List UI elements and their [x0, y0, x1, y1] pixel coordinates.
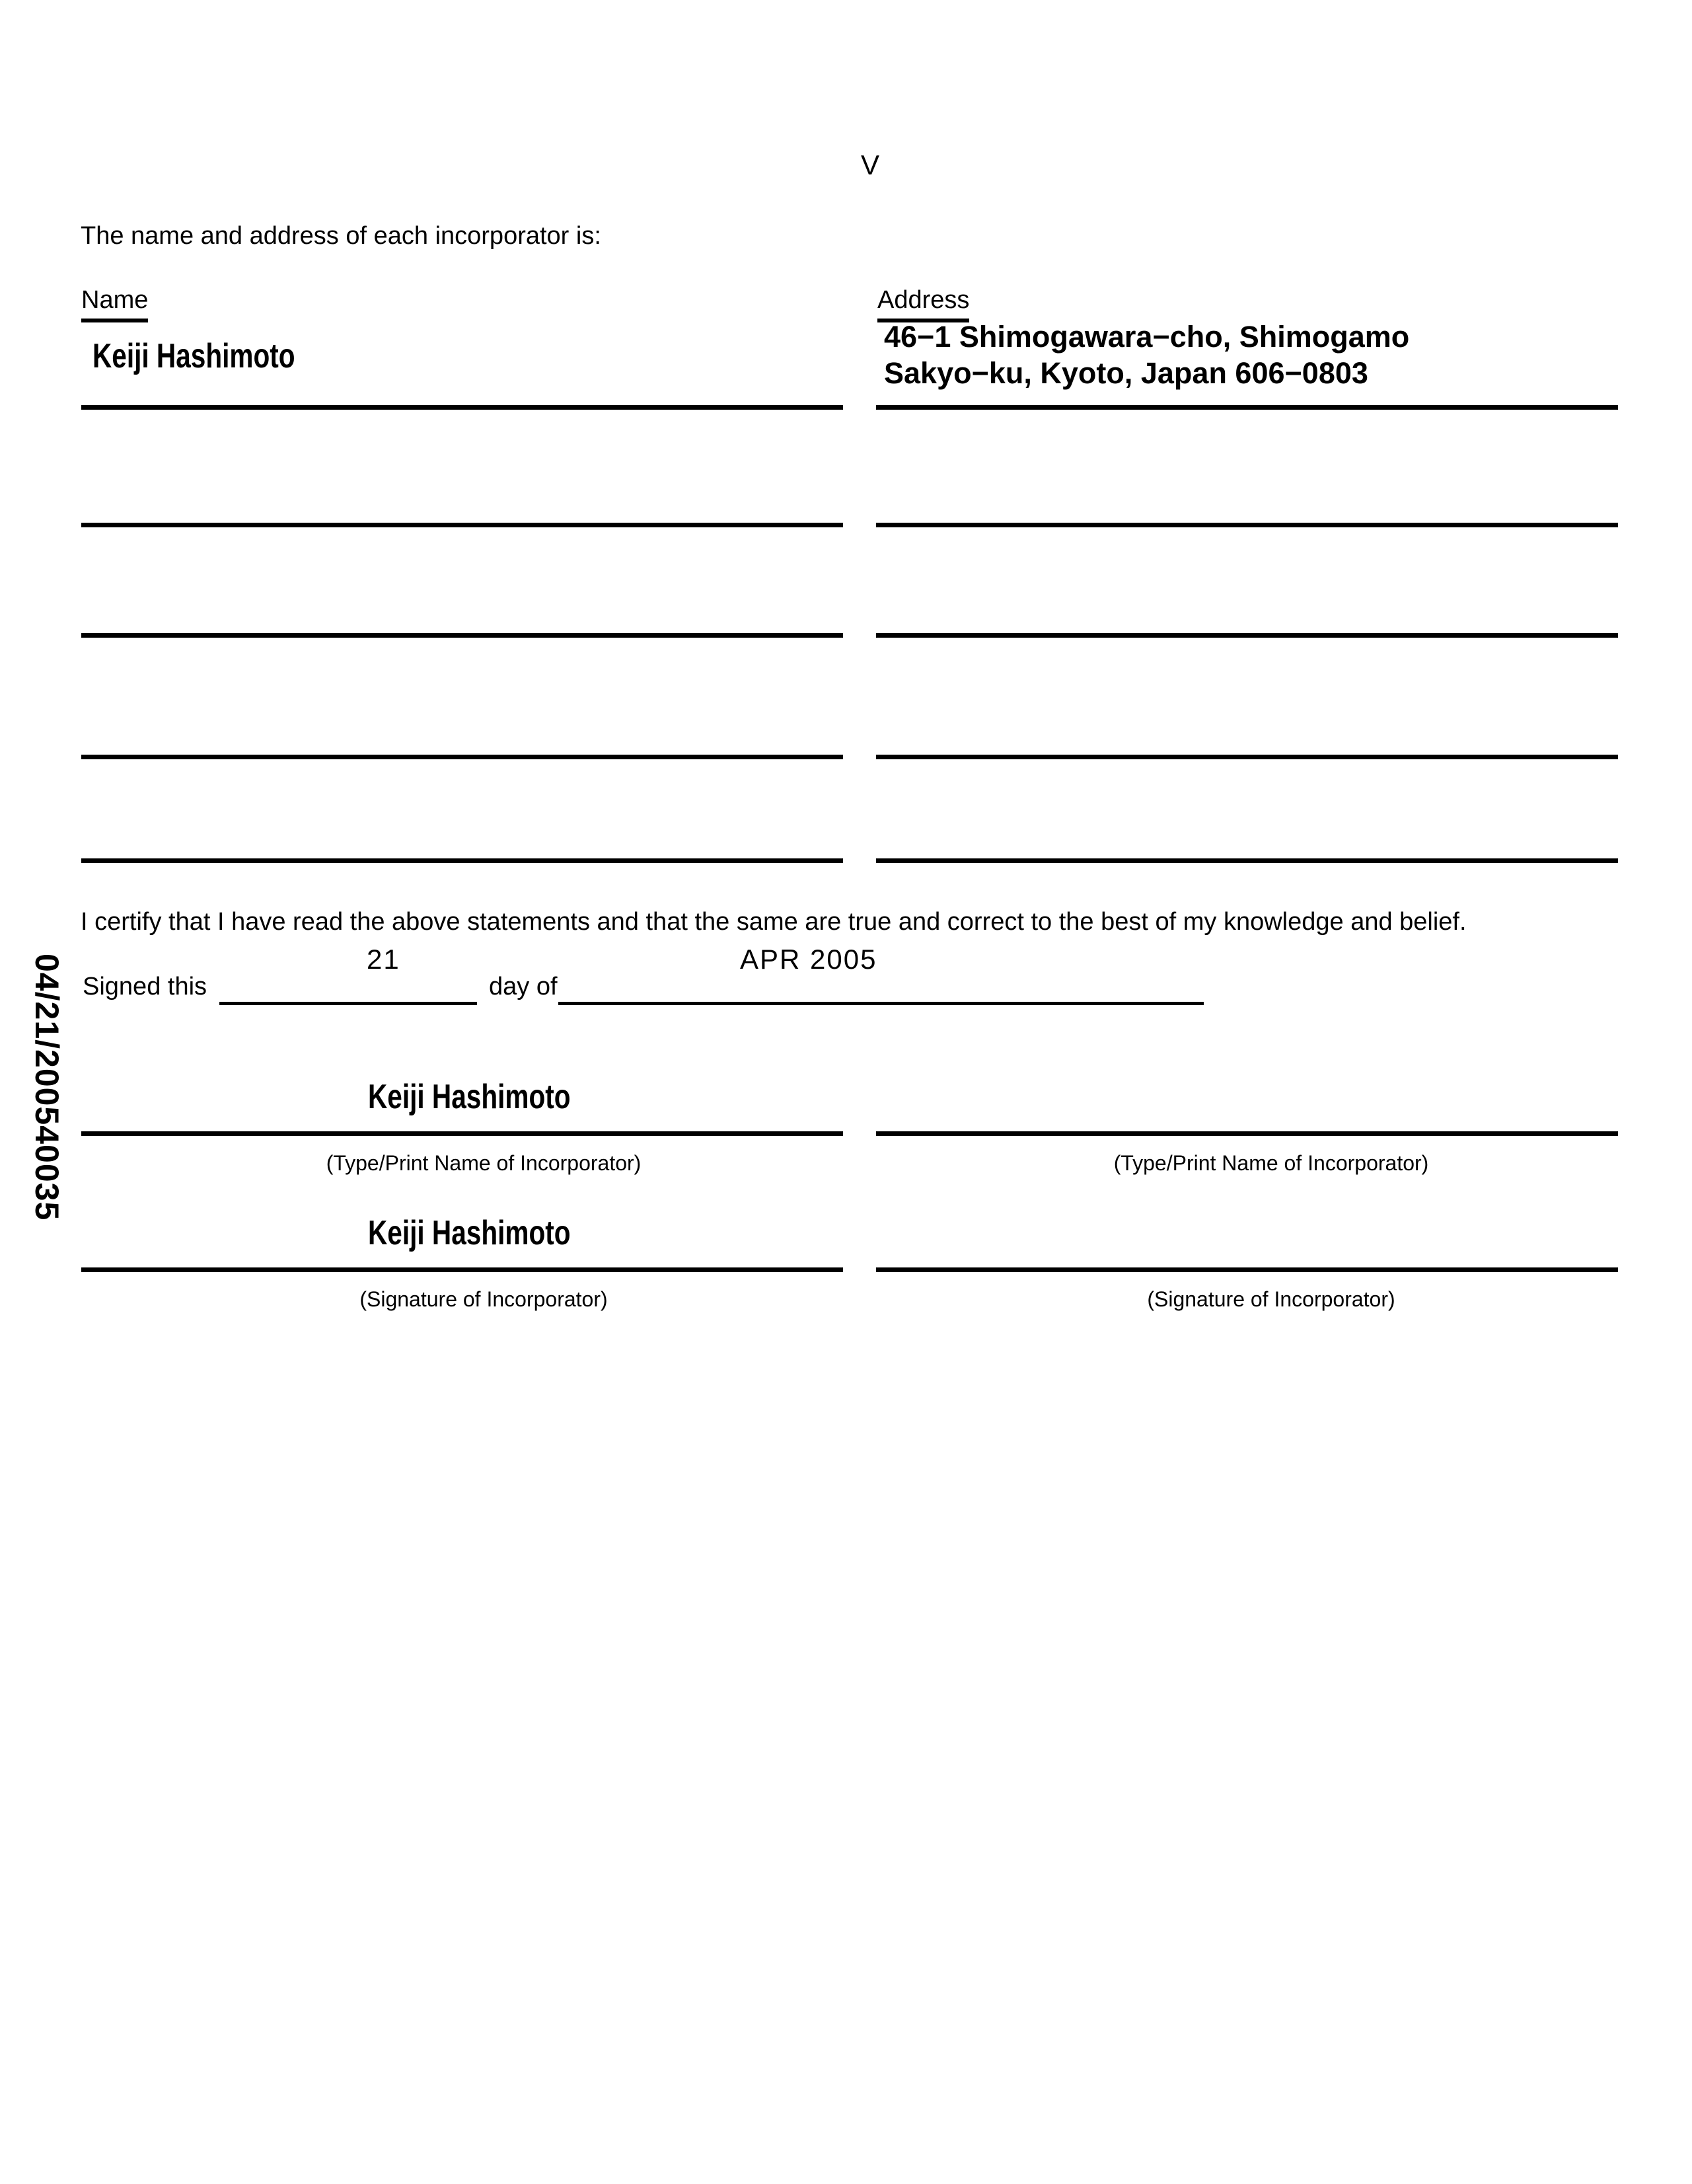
address-column-header: Address [877, 286, 969, 322]
print-name-label-left: (Type/Print Name of Incorporator) [326, 1151, 642, 1175]
print-name-label-right: (Type/Print Name of Incorporator) [1113, 1151, 1429, 1175]
signed-day-blank-line [219, 1002, 477, 1005]
address-entry-line-4 [876, 755, 1618, 759]
intro-line: The name and address of each incorporator is: [81, 222, 601, 250]
left-margin-date-serial-stamp: 04/21/200540035 [28, 954, 65, 1221]
printed-incorporator-name-left: Keiji Hashimoto [368, 1078, 571, 1116]
address-line-2: Sakyo−ku, Kyoto, Japan 606−0803 [884, 356, 1368, 390]
print-name-line-left [81, 1131, 843, 1136]
name-entry-line-5 [81, 858, 843, 863]
incorporator-name-value: Keiji Hashimoto [92, 337, 295, 375]
day-of-text: day of [489, 973, 558, 1000]
signed-this-text: Signed this [83, 973, 207, 1000]
signed-day-value: 21 [367, 944, 400, 975]
signed-month-year-value: APR 2005 [740, 944, 877, 975]
signature-line-left [81, 1267, 843, 1272]
certification-statement: I certify that I have read the above statements and that the same are true and correct to the best of my knowledge and belief. [81, 908, 1467, 936]
address-entry-line-3 [876, 633, 1618, 638]
signed-month-blank-line [558, 1002, 1204, 1005]
incorporator-address-value [884, 319, 1409, 391]
name-entry-line-1 [81, 405, 843, 410]
print-name-line-right [876, 1131, 1618, 1136]
name-entry-line-4 [81, 755, 843, 759]
signature-label-right: (Signature of Incorporator) [1147, 1287, 1395, 1311]
signature-label-left: (Signature of Incorporator) [359, 1287, 608, 1311]
address-entry-line-5 [876, 858, 1618, 863]
address-line-1: 46−1 Shimogawara−cho, Shimogamo [884, 320, 1410, 354]
address-entry-line-2 [876, 523, 1618, 527]
signature-line-right [876, 1267, 1618, 1272]
signature-incorporator-name-left: Keiji Hashimoto [368, 1214, 571, 1252]
page-section-marker: V [861, 149, 880, 180]
name-entry-line-3 [81, 633, 843, 638]
name-column-header: Name [81, 286, 148, 322]
address-entry-line-1 [876, 405, 1618, 410]
name-entry-line-2 [81, 523, 843, 527]
